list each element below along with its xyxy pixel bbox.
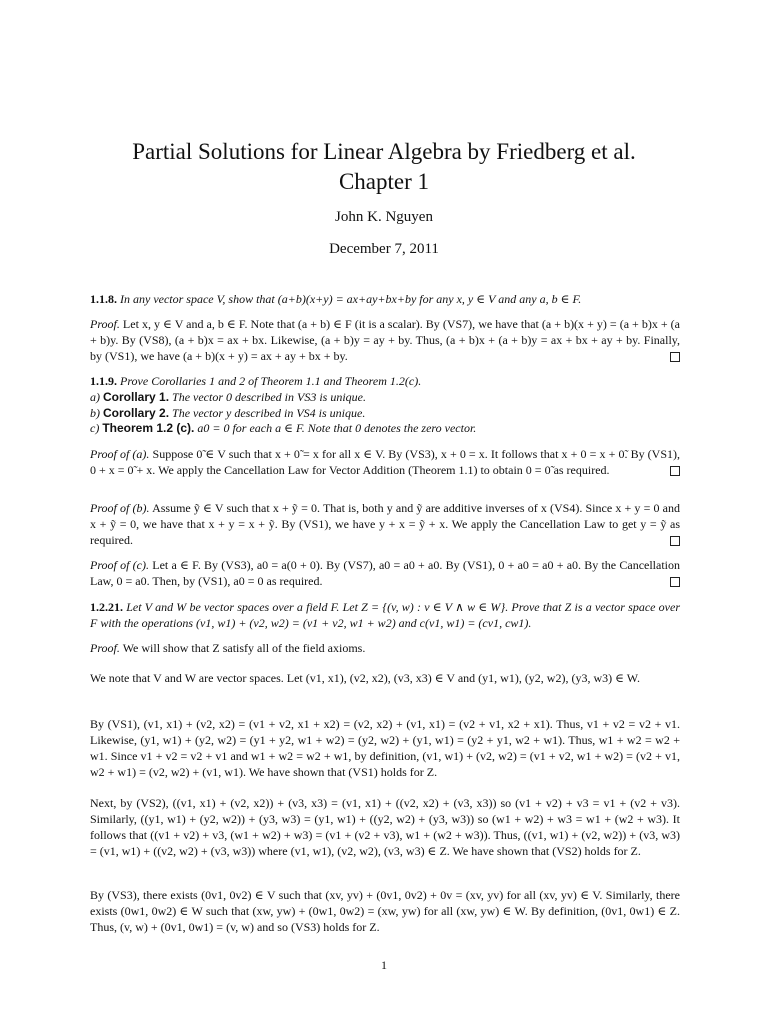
- proof-label: Proof.: [90, 641, 120, 655]
- page-number: 1: [381, 958, 387, 972]
- item-prefix: c): [90, 421, 100, 435]
- title-line-2: Chapter 1: [338, 169, 430, 194]
- proof-paragraph-1: We note that V and W are vector spaces. Let (v1, x1), (v2, x2), (v3, x3) ∈ V and (y1, w1), (y2, w2), (y3, w3) ∈ W.: [90, 671, 641, 685]
- qed-box-icon: [670, 536, 680, 546]
- theorem-1-2-c: [90, 420, 680, 436]
- item-prefix: a): [90, 390, 100, 404]
- qed-box-icon: [670, 352, 680, 362]
- problem-number: 1.2.21.: [90, 600, 123, 614]
- corollary-1: [90, 389, 680, 405]
- theorem-text: a0 = 0 for each a ∈ F. Note that 0 denotes the zero vector.: [197, 421, 477, 435]
- problem-number: 1.1.8.: [90, 292, 117, 306]
- problem-statement: Prove Corollaries 1 and 2 of Theorem 1.1 and Theorem 1.2(c).: [120, 374, 422, 388]
- qed-box-icon: [670, 577, 680, 587]
- date: December 7, 2011: [329, 241, 439, 257]
- problem-1-1-8-statement: [90, 291, 680, 307]
- corollary-text: The vector 0 described in VS3 is unique.: [172, 390, 366, 404]
- proof-label: Proof.: [90, 317, 120, 331]
- proof-label: Proof of (c).: [90, 558, 149, 572]
- page-title: [0, 137, 768, 197]
- proof-of-b: [90, 500, 680, 548]
- proof-paragraph-4: By (VS3), there exists (0v1, 0v2) ∈ V such that (xv, yv) + (0v1, 0v2) + 0v = (xv, yv) for all (xv, yv) ∈ V. Similarly, there exists (0w1, 0w2) ∈ W such that (xw, yw) + (0w1, 0w2) = (xw, yw) for all (xw, yw) ∈ W. By definition, (0v1, 0w1) ∈ Z. Thus, (v, w) + (0v1, 0w1) = (v, w) and so (VS3) holds for Z.: [90, 888, 680, 934]
- proof-text: Assume ỹ ∈ V such that x + ỹ = 0. That is, both y and ỹ are additive inverses of x (VS4). Since x + y = 0 and x + ỹ = 0, we have that x + y = x + ỹ. By (VS1), we have y + x = ỹ + x. We apply the Cancellation Law to get y = ỹ as required.: [90, 501, 681, 547]
- corollary-label: Corollary 2.: [103, 406, 170, 420]
- proof-text: Let a ∈ F. By (VS3), a0 = a(0 + 0). By (VS7), a0 = a0 + a0. By (VS1), 0 + a0 = a0 + a0. By the Cancellation Law, 0 = a0. Then, by (VS1), a0 = 0 as required.: [90, 558, 681, 588]
- title-line-1: Partial Solutions for Linear Algebra by Friedberg et al.: [132, 139, 636, 164]
- author: John K. Nguyen: [335, 209, 433, 225]
- theorem-label: Theorem 1.2 (c).: [102, 421, 195, 435]
- problem-statement: In any vector space V, show that (a+b)(x+y) = ax+ay+bx+by for any x, y ∈ V and any a, b ∈ F.: [120, 292, 582, 306]
- problem-statement: Let V and W be vector spaces over a field F. Let Z = {(v, w) : v ∈ V ∧ w ∈ W}. Prove that Z is a vector space over F with the operations (v1, w1) + (v2, w2) = (v1 + v2, w1 + w2) and c(v1, w1) = (cv1, cw1).: [90, 600, 681, 630]
- problem-1-2-21-proof-intro: [90, 640, 680, 656]
- problem-number: 1.1.9.: [90, 374, 117, 388]
- corollary-2: [90, 405, 680, 421]
- proof-paragraph-2: By (VS1), (v1, x1) + (v2, x2) = (v1 + v2, x1 + x2) = (v2, x2) + (v1, x1) = (v2 + v1, x2 + x1). Thus, v1 + v2 = v2 + v1. Likewise, (y1, w1) + (y2, w2) = (y1 + y2, w1 + w2) = (y2, w2) + (y1, w1) = (y2 + y1, w2 + w1). Thus, w1 + w2 = w2 + w1. Since v1 + v2 = v2 + v1 and w1 + w2 = w2 + w1, by definition, (v1, w1) + (v2, w2) = (v1 + v2, w1 + w2) = (v2 + v1, w2 + w1) = (v2, w2) + (v1, w1). We have shown that (VS1) holds for Z.: [90, 717, 680, 779]
- corollary-text: The vector y described in VS4 is unique.: [172, 406, 366, 420]
- proof-text: We will show that Z satisfy all of the field axioms.: [122, 641, 366, 655]
- problem-1-1-9-statement: [90, 373, 680, 389]
- proof-label: Proof of (a).: [90, 447, 150, 461]
- proof-of-c: [90, 557, 680, 589]
- proof-text: Let x, y ∈ V and a, b ∈ F. Note that (a + b) ∈ F (it is a scalar). By (VS7), we have that (a + b)(x + y) = (a + b)x + (a + b)y. By (VS8), (a + b)x = ax + bx. Likewise, (a + b)y = ay + by. Thus, (a + b)x + (a + b)y = ax + bx + ay + by. Finally, by (VS1), we have (a + b)(x + y) = ax + ay + bx + by.: [90, 317, 680, 363]
- proof-text: Suppose 0̃ ∈ V such that x + 0̃ = x for all x ∈ V. By (VS3), x + 0 = x. It follows that x + 0 = x + 0̃. By (VS1), 0 + x = 0̃ + x. We apply the Cancellation Law for Vector Addition (Theorem 1.1) to obtain 0 = 0̃ as required.: [90, 447, 681, 477]
- problem-1-1-8-proof: [90, 316, 680, 364]
- proof-paragraph-3: Next, by (VS2), ((v1, x1) + (v2, x2)) + (v3, x3) = (v1, x1) + ((v2, x2) + (v3, x3)) so (v1 + v2) + v3 = v1 + (v2 + v3). Similarly, ((y1, w1) + (y2, w2)) + (y3, w3) = (y1, w1) + ((y2, w2) + (y3, w3)) so (w1 + w2) + w3 = w1 + (w2 + w3). It follows that ((v1 + v2) + v3, (w1 + w2) + w3) = (v1 + (v2 + v3), w1 + (w2 + w3)). Thus, ((v1, w1) + (v2, w2)) + (v3, w3) = (v1, w1) + ((v2, w2) + (v3, w3)) where (v1, w1), (v2, w2), (v3, w3) ∈ Z. We have shown that (VS2) holds for Z.: [90, 796, 680, 858]
- item-prefix: b): [90, 406, 100, 420]
- proof-label: Proof of (b).: [90, 501, 150, 515]
- proof-of-a: [90, 446, 680, 478]
- problem-1-2-21-statement: [90, 599, 680, 631]
- qed-box-icon: [670, 466, 680, 476]
- corollary-label: Corollary 1.: [103, 390, 170, 404]
